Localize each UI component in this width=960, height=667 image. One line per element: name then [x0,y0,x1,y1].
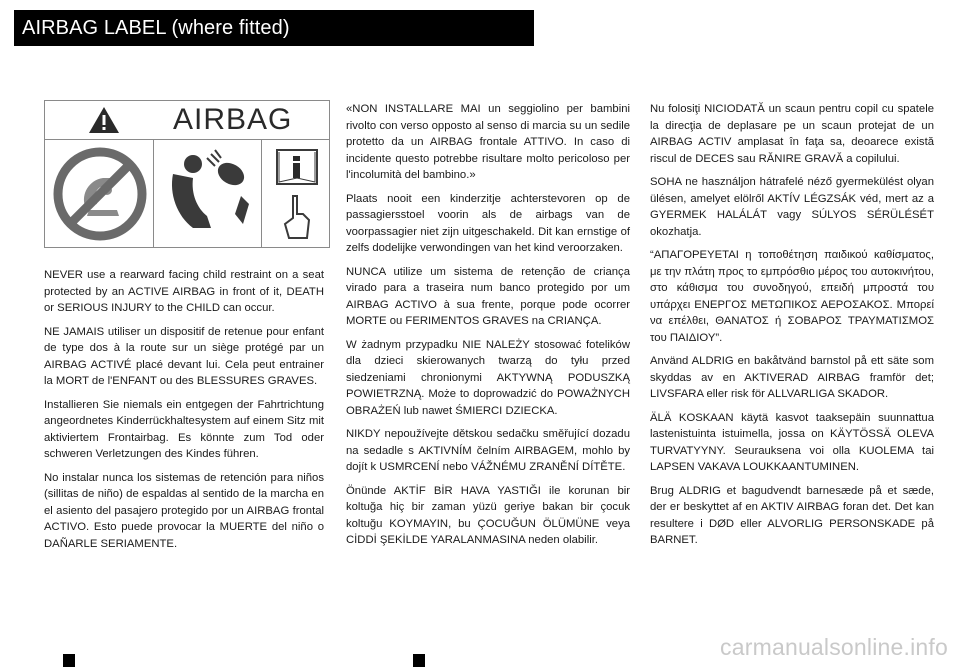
warning-paragraph: W żadnym przypadku NIE NALEŻY stosować fotelików dla dzieci skierowanych twarzą do tyłu przed siedzeniami chronionymi AKTYWNĄ PODUSZKĄ POWIETRZNĄ. Może to doprowadzić do POWAŻNYCH OBRAŻEŃ lub nawet ŚMIERCI DZIECKA. [346,338,630,417]
page-heading: AIRBAG LABEL (where fitted) [14,10,534,46]
text-column-3 [650,101,934,556]
warning-paragraph: Nu folosiţi NICIODATĂ un scaun pentru copil cu spatele la direcţia de deplasare pe un scaun protejat de un AIRBAG ACTIV amplasat în faţa sa, deoarece există riscul de DECES sau RĂNIRE GRAVĂ a copilului. [650,103,934,165]
warning-paragraph: “ΑΠΑΓΟΡΕΥΕΤΑΙ η τοποθέτηση παιδικού καθίσματος, με την πλάτη προς το εμπρόσθιο μέρος του αυτοκινήτου, στο κάθισμα του συνοδηγού, επειδή μπροστά του υπάρχει ΕΝΕΡΓΟΣ ΜΕΤΩΠΙΚΟΣ ΑΕΡΟΣΑΚΟΣ. Μπορεί να επέλθει, ΘΑΝΑΤΟΣ ή ΣΟΒΑΡΟΣ ΤΡΑΥΜΑΤΙΣΜΟΣ του ΠΑΙΔΙΟΥ”. [650,249,934,344]
label-divider [261,140,262,248]
footer-mark [63,654,75,667]
airbag-warning-label [44,100,330,248]
warning-paragraph: NEVER use a rearward facing child restraint on a seat protected by an ACTIVE AIRBAG in front of it, DEATH or SERIOUS INJURY to the CHILD can occur. [44,269,324,314]
footer-mark [413,654,425,667]
warning-paragraph: ÄLÄ KOSKAAN käytä kasvot taaksepäin suunnattua lastenistuinta istuimella, jossa on KÄYTÖSSÄ OLEVA TURVATYYNY. Seurauksena voi olla KUOLEMA tai LAPSEN VAKAVA LOUKKAANTUMINEN. [650,411,934,473]
warning-paragraph: No instalar nunca los sistemas de retención para niños (sillitas de niño) de espaldas al sentido de la marcha en el asiento del pasajero protegido por un AIRBAG frontal ACTIVO. Esto puede provocar la MUERTE del niño o DAÑARLE SERIAMENTE. [44,471,324,550]
label-header [45,101,329,140]
warning-paragraph: NUNCA utilize um sistema de retenção de criança virado para a traseira num banco protegido por um AIRBAG ACTIVO à sua frente, porque pode ocorrer MORTE ou FERIMENTOS GRAVES na CRIANÇA. [346,265,630,327]
warning-paragraph: Installieren Sie niemals ein entgegen der Fahrtrichtung angeordnetes Kinderrückhaltesystem auf einem Sitz mit aktiviertem Frontairbag. Es könnte zum Tod oder schweren Verletzungen des Kindes führen. [44,398,324,460]
text-column-2 [346,101,630,556]
warning-paragraph: NIKDY nepoužívejte dětskou sedačku směřující dozadu na sedadle s AKTIVNÍM čelním AIRBAGEM, mohlo by dojít k USMRCENÍ nebo VÁŽNÉMU ZRANĚNÍ DÍTĚTE. [346,428,630,473]
no-rear-facing-child-seat-icon [53,144,147,249]
label-title: AIRBAG [173,103,293,136]
info-manual-icon [271,144,323,249]
warning-paragraph: NE JAMAIS utiliser un dispositif de retenue pour enfant de type dos à la route sur un siège protégé par un AIRBAG ACTIVÉ placé devant lui. Cela peut entrainer la MORT de l'ENFANT ou des BLESSURES GRAVES. [44,325,324,387]
warning-paragraph: Plaats nooit een kinderzitje achterstevoren op de passagiersstoel voorin als de airbags van de voorpassagier niet zijn uitgeschakeld. Dit kan ernstige of zelfs dodelijke verwondingen van het kind veroorzaken. [346,192,630,254]
watermark: carmanualsonline.info [720,634,948,660]
warning-paragraph: Använd ALDRIG en bakåtvänd barnstol på ett säte som skyddas av en AKTIVERAD AIRBAG framför det; LIVSFARA eller risk för ALLVARLIGA SKADOR. [650,355,934,400]
label-divider [153,140,154,248]
label-pictograms [45,140,329,248]
text-column-1 [44,267,324,559]
warning-paragraph: «NON INSTALLARE MAI un seggiolino per bambini rivolto con verso opposto al senso di marcia su un sedile protetto da un AIRBAG frontale ATTIVO. In caso di incidente questo potrebbe risultare molto pericoloso per l'incolumità del bambino.» [346,103,630,181]
airbag-deploy-icon [159,144,257,247]
warning-triangle-icon [87,105,121,140]
warning-paragraph: SOHA ne használjon hátrafelé néző gyermekülést olyan ülésen, amelyet elölről AKTÍV LÉGZSÁK véd, mert az a GYERMEK HALÁLÁT vagy SÚLYOS SÉRÜLÉSÉT okozhatja. [650,176,934,238]
warning-paragraph: Brug ALDRIG et bagudvendt barnesæde på et sæde, der er beskyttet af en AKTIV AIRBAG foran det. Det kan resultere i DØD eller ALVORLIG PERSONSKADE på BARNET. [650,484,934,546]
warning-paragraph: Önünde AKTİF BİR HAVA YASTIĞI ile korunan bir koltuğa hiç bir zaman yüzü geriye bakan bir çocuk koltuğu KOYMAYIN, bu ÇOCUĞUN ÖLÜMÜNE veya CİDDİ ŞEKİLDE YARALANMASINA neden olabilir. [346,484,630,546]
